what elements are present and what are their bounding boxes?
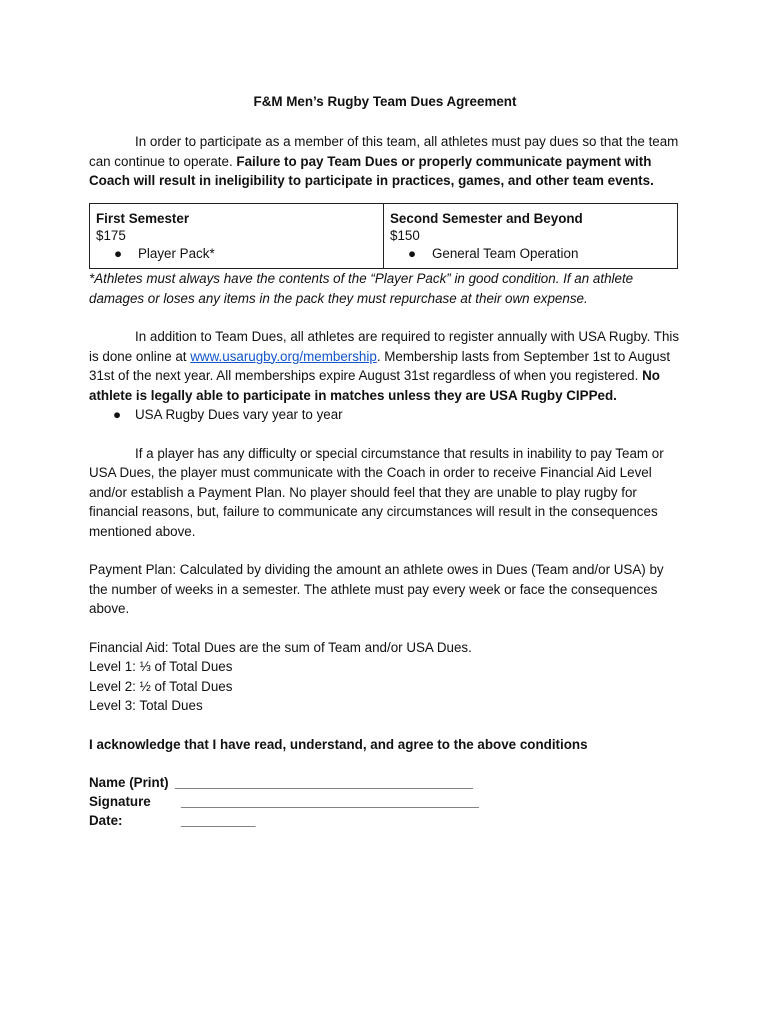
bullet-icon: ● bbox=[408, 245, 417, 261]
financial-aid-intro: Financial Aid: Total Dues are the sum of Team and/or USA Dues. bbox=[89, 639, 472, 655]
acknowledgement-statement: I acknowledge that I have read, understand, and agree to the above conditions bbox=[89, 736, 588, 752]
usa-dues-bullet bbox=[89, 405, 681, 425]
intro-paragraph bbox=[89, 132, 681, 191]
first-semester-cell bbox=[90, 203, 384, 269]
name-print-label: Name (Print) bbox=[89, 775, 169, 790]
bullet-icon: ● bbox=[113, 407, 122, 422]
second-semester-heading: Second Semester and Beyond bbox=[390, 210, 583, 226]
bullet-icon: ● bbox=[114, 245, 123, 261]
spacer bbox=[89, 754, 681, 773]
date-line[interactable]: __________ bbox=[181, 813, 256, 828]
name-print-row bbox=[89, 773, 681, 792]
second-semester-amount: $150 bbox=[390, 228, 420, 243]
second-semester-cell bbox=[384, 203, 678, 269]
usa-bold-warning: No athlete is legally able to participate in matches unless they are USA Rugby CIPPed. bbox=[89, 368, 660, 403]
usa-text-part2: . Membership lasts from September 1st to August 31st of the next year. All memberships expire August 31st regardless of when you registered. bbox=[89, 348, 671, 383]
player-pack-footnote: *Athletes must always have the contents of the “Player Pack” in good condition. If an athlete damages or loses any items in the pack they must repurchase at their own expense. bbox=[89, 271, 634, 306]
second-semester-item bbox=[390, 245, 670, 263]
usa-text-part1: In addition to Team Dues, all athletes are required to register annually with USA Rugby. This is done online at bbox=[89, 329, 680, 364]
spacer bbox=[89, 308, 681, 327]
spacer bbox=[89, 716, 681, 735]
spacer bbox=[89, 541, 681, 560]
document-title: F&M Men’s Rugby Team Dues Agreement bbox=[253, 94, 517, 109]
name-print-line[interactable]: ________________________________________ bbox=[175, 775, 473, 790]
difficulty-paragraph: If a player has any difficulty or special circumstance that results in inability to pay Team or USA Dues, the player must communicate with the Coach in order to receive Financial Aid Level and/or establish a Payment Plan. No player should feel that they are unable to play rugby for financial reasons, but, failure to communicate any circumstances will result in the consequences mentioned above. bbox=[89, 445, 664, 539]
spacer bbox=[89, 619, 681, 638]
signature-row bbox=[89, 792, 681, 811]
financial-aid-level-1: Level 1: ⅓ of Total Dues bbox=[89, 659, 233, 674]
signature-label: Signature bbox=[89, 794, 151, 809]
second-semester-item-text: General Team Operation bbox=[432, 245, 579, 261]
document-body bbox=[89, 92, 681, 830]
first-semester-item bbox=[96, 245, 376, 263]
membership-link[interactable]: www.usarugby.org/membership bbox=[190, 348, 377, 364]
financial-aid-level-2: Level 2: ½ of Total Dues bbox=[89, 678, 233, 694]
intro-bold-warning: Failure to pay Team Dues or properly communicate payment with Coach will result in ineligibility to participate in practices, games, and other team events. bbox=[89, 153, 654, 188]
payment-plan-paragraph: Payment Plan: Calculated by dividing the amount an athlete owes in Dues (Team and/or USA) by the number of weeks in a semester. The athlete must pay every week or face the consequences above. bbox=[89, 562, 664, 616]
first-semester-amount: $175 bbox=[96, 228, 126, 243]
intro-text: In order to participate as a member of this team, all athletes must pay dues so that the team can continue to operate. bbox=[89, 134, 679, 169]
date-label: Date: bbox=[89, 813, 123, 828]
first-semester-item-text: Player Pack* bbox=[138, 245, 215, 261]
first-semester-heading: First Semester bbox=[96, 210, 190, 226]
usa-dues-bullet-text: USA Rugby Dues vary year to year bbox=[135, 407, 343, 422]
financial-aid-level-3: Level 3: Total Dues bbox=[89, 698, 203, 713]
dues-table bbox=[89, 203, 678, 270]
date-row bbox=[89, 811, 681, 830]
spacer bbox=[89, 425, 681, 444]
usa-rugby-paragraph bbox=[89, 327, 681, 405]
signature-line[interactable]: ________________________________________ bbox=[181, 794, 479, 809]
